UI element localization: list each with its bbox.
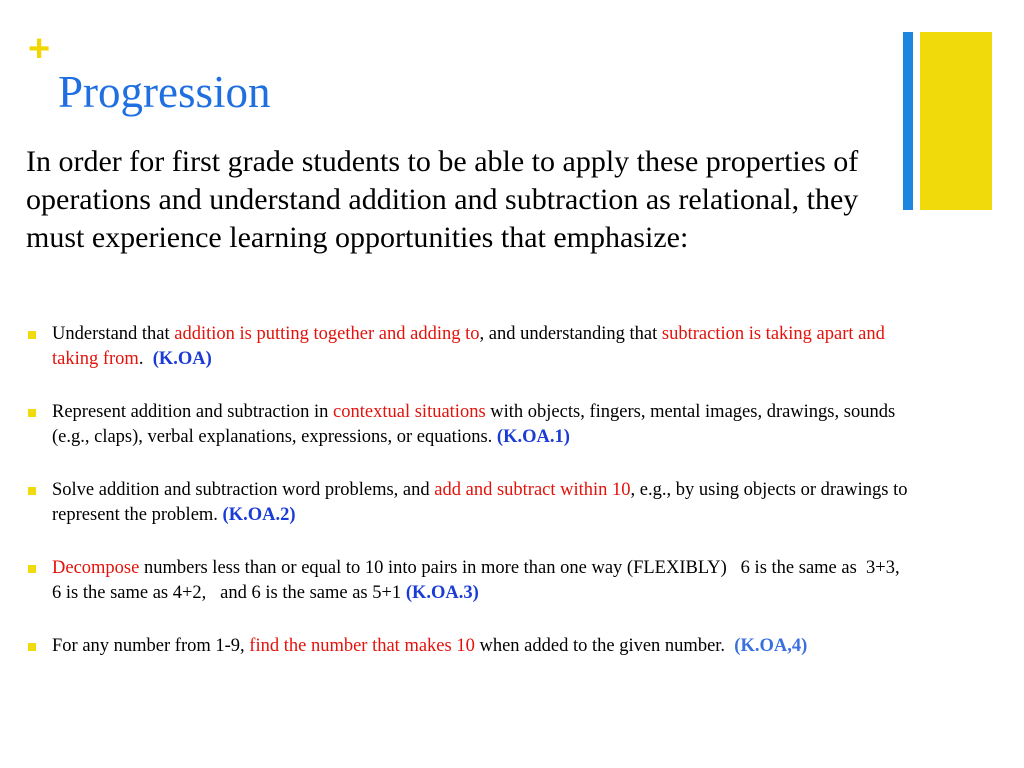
bullet-square-icon [28, 409, 36, 417]
bullet-2-standard-code: (K.OA.1) [496, 426, 570, 447]
bullet-item-5 [28, 634, 908, 659]
bullet-1-text-3: . [138, 348, 153, 369]
bullet-2-highlight-1: contextual situations [333, 402, 486, 422]
bullet-3-text-1: Solve addition and subtraction word problems, and [52, 480, 435, 500]
bullet-2-text-1: Represent addition and subtraction in [52, 402, 334, 422]
bullet-4-text-1: numbers less than or equal to 10 into pairs in more than one way (FLEXIBLY) 6 is the same as 3+3, 6 is the same as 4+2, and 6 is the same as 5+1 [52, 558, 914, 603]
bullet-1-highlight-2: subtraction is taking apart and taking from [52, 324, 885, 369]
bullet-item-3 [28, 478, 908, 527]
plus-mark: + [28, 28, 51, 70]
bullet-2-text-2: with objects, fingers, mental images, drawings, sounds (e.g., claps), verbal explanations, expressions, or equations. [52, 402, 896, 447]
bullet-3-highlight-1: add and subtract within 10 [434, 480, 631, 500]
bullet-5-standard-code: (K.OA,4) [734, 636, 808, 656]
bullet-square-icon [28, 643, 36, 651]
bullet-item-2 [28, 400, 908, 449]
bullet-square-icon [28, 565, 36, 573]
bullet-4-standard-code: (K.OA.3) [405, 582, 479, 603]
bullet-1-highlight-1: addition is putting together and adding to [174, 324, 480, 344]
bullet-5-text-2: when added to the given number. [474, 636, 735, 656]
bullet-4-highlight-1: Decompose [52, 558, 140, 578]
bullet-1-standard-code: (K.OA) [152, 348, 212, 369]
bullet-item-4 [28, 556, 914, 605]
bullet-5-highlight-1: find the number that makes 10 [249, 636, 475, 656]
intro-paragraph: In order for first grade students to be able to apply these properties of operations and understand addition and subtraction as relational, they must experience learning opportunities that emphasize: [26, 145, 859, 254]
bullet-3-text-2: , e.g., by using objects or drawings to represent the problem. [52, 480, 908, 525]
bullet-1-text-1: Understand that [52, 324, 175, 344]
bullet-5-text-1: For any number from 1-9, [52, 636, 250, 656]
bullet-1-text-2: , and understanding that [479, 324, 662, 344]
bullet-square-icon [28, 331, 36, 339]
slide-title: Progression [58, 67, 271, 117]
accent-bar-yellow [920, 32, 992, 210]
bullet-square-icon [28, 487, 36, 495]
bullet-item-1 [28, 322, 908, 371]
bullet-list [28, 322, 914, 659]
bullet-3-standard-code: (K.OA.2) [222, 504, 296, 525]
